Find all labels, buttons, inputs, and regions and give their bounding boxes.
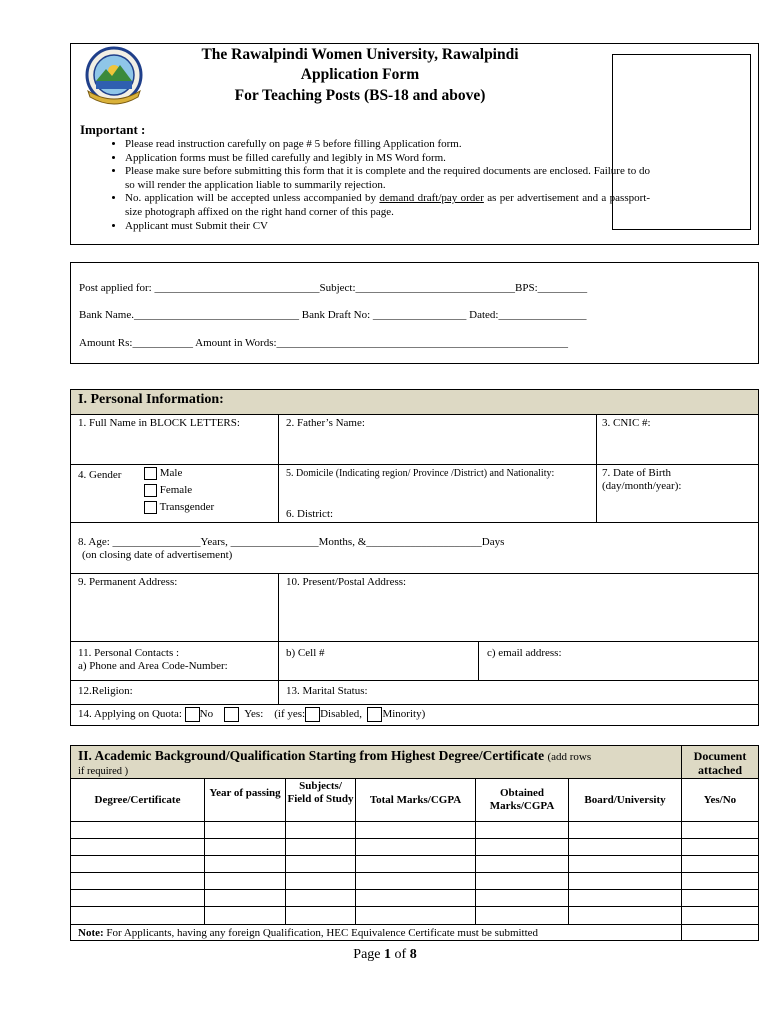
male-checkbox[interactable] bbox=[144, 467, 157, 480]
amount-line[interactable]: Amount Rs:___________ Amount in Words:_____________________________________________________ bbox=[79, 337, 569, 349]
district-label: 6. District: bbox=[286, 508, 334, 520]
quota-yes-label: Yes: bbox=[244, 708, 264, 721]
quota-row bbox=[78, 707, 425, 722]
quota-no-checkbox[interactable] bbox=[185, 707, 200, 722]
instruction-item: • Please make sure before submitting this form that it is complete and the required documents are enclosed. Failure to do so will render the application liable to summarily rejection. bbox=[125, 165, 650, 192]
transgender-checkbox[interactable] bbox=[144, 501, 157, 514]
marital-status-label: 13. Marital Status: bbox=[286, 685, 368, 697]
col-board-header: Board/University bbox=[584, 794, 666, 806]
post-applied-line[interactable]: Post applied for: ______________________________Subject:_____________________________BPS:_________ bbox=[79, 282, 588, 294]
cell-label: b) Cell # bbox=[286, 647, 325, 659]
if-yes-label: (if yes: bbox=[274, 708, 306, 721]
phone-label: a) Phone and Area Code-Number: bbox=[78, 660, 228, 672]
religion-label: 12.Religion: bbox=[78, 685, 133, 697]
col-year-header: Year of passing bbox=[209, 787, 281, 799]
disabled-checkbox[interactable] bbox=[305, 707, 320, 722]
posts-title: For Teaching Posts (BS-18 and above) bbox=[234, 87, 486, 104]
cnic-label: 3. CNIC #: bbox=[602, 417, 651, 429]
university-logo bbox=[82, 45, 146, 109]
instruction-list bbox=[80, 138, 650, 233]
university-name: The Rawalpindi Women University, Rawalpindi bbox=[201, 46, 519, 63]
document-attached-header: Document attached bbox=[693, 749, 747, 777]
bank-name-line[interactable]: Bank Name.______________________________ Bank Draft No: _________________ Dated:________________ bbox=[79, 309, 587, 321]
age-line[interactable]: 8. Age: ________________Years, ________________Months, &_____________________Days bbox=[78, 536, 505, 548]
col-degree-header: Degree/Certificate bbox=[94, 794, 181, 806]
gender-label: 4. Gender bbox=[78, 469, 122, 481]
important-heading: Important : bbox=[80, 122, 146, 137]
gender-male-option[interactable]: Male bbox=[144, 467, 182, 480]
instruction-item: • Please read instruction carefully on page # 5 before filling Application form. bbox=[125, 138, 650, 152]
gender-transgender-option[interactable]: Transgender bbox=[144, 501, 214, 514]
instruction-item: • Applicant must Submit their CV bbox=[125, 220, 650, 234]
dob-label: 7. Date of Birth (day/month/year): bbox=[602, 467, 682, 492]
col-subjects-header: Subjects/ Field of Study bbox=[287, 780, 354, 805]
minority-label: Minority) bbox=[382, 708, 426, 721]
disabled-label: Disabled, bbox=[320, 708, 362, 721]
personal-info-header: I. Personal Information: bbox=[71, 390, 758, 414]
foreign-qualification-note: Note: For Applicants, having any foreign Qualification, HEC Equivalence Certificate must be submitted bbox=[78, 927, 539, 939]
demand-draft-text: demand draft/pay order bbox=[379, 192, 484, 205]
father-name-label: 2. Father’s Name: bbox=[286, 417, 365, 429]
col-obtained-header: Obtained Marks/CGPA bbox=[489, 787, 555, 812]
page-number: Page 1 of 8 bbox=[353, 947, 417, 962]
minority-checkbox[interactable] bbox=[367, 707, 382, 722]
age-note: (on closing date of advertisement) bbox=[82, 549, 233, 561]
gender-female-option[interactable]: Female bbox=[144, 484, 192, 497]
female-checkbox[interactable] bbox=[144, 484, 157, 497]
quota-no-label: No bbox=[199, 708, 214, 721]
col-total-header: Total Marks/CGPA bbox=[369, 794, 462, 806]
quota-label: 14. Applying on Quota: bbox=[78, 708, 182, 721]
form-title: Application Form bbox=[300, 66, 420, 83]
permanent-address-label: 9. Permanent Address: bbox=[78, 576, 178, 588]
if-required-label: if required ) bbox=[78, 766, 129, 777]
col-yesno-header: Yes/No bbox=[703, 794, 737, 806]
quota-yes-checkbox[interactable] bbox=[224, 707, 239, 722]
email-label: c) email address: bbox=[487, 647, 562, 659]
present-address-label: 10. Present/Postal Address: bbox=[286, 576, 407, 588]
domicile-label: 5. Domicile (Indicating region/ Province /District) and Nationality: bbox=[286, 468, 555, 479]
personal-contacts-label: 11. Personal Contacts : bbox=[78, 647, 180, 659]
instruction-item: • No. application will be accepted unless accompanied by demand draft/pay order as per advertisement and a passport-size photograph affixed on the right hand corner of this page. bbox=[125, 192, 650, 219]
full-name-label: 1. Full Name in BLOCK LETTERS: bbox=[78, 417, 240, 429]
instruction-item: • Application forms must be filled carefully and legibly in MS Word form. bbox=[125, 152, 650, 166]
academic-title: II. Academic Background/Qualification Starting from Highest Degree/Certificate (add rows bbox=[78, 748, 592, 763]
